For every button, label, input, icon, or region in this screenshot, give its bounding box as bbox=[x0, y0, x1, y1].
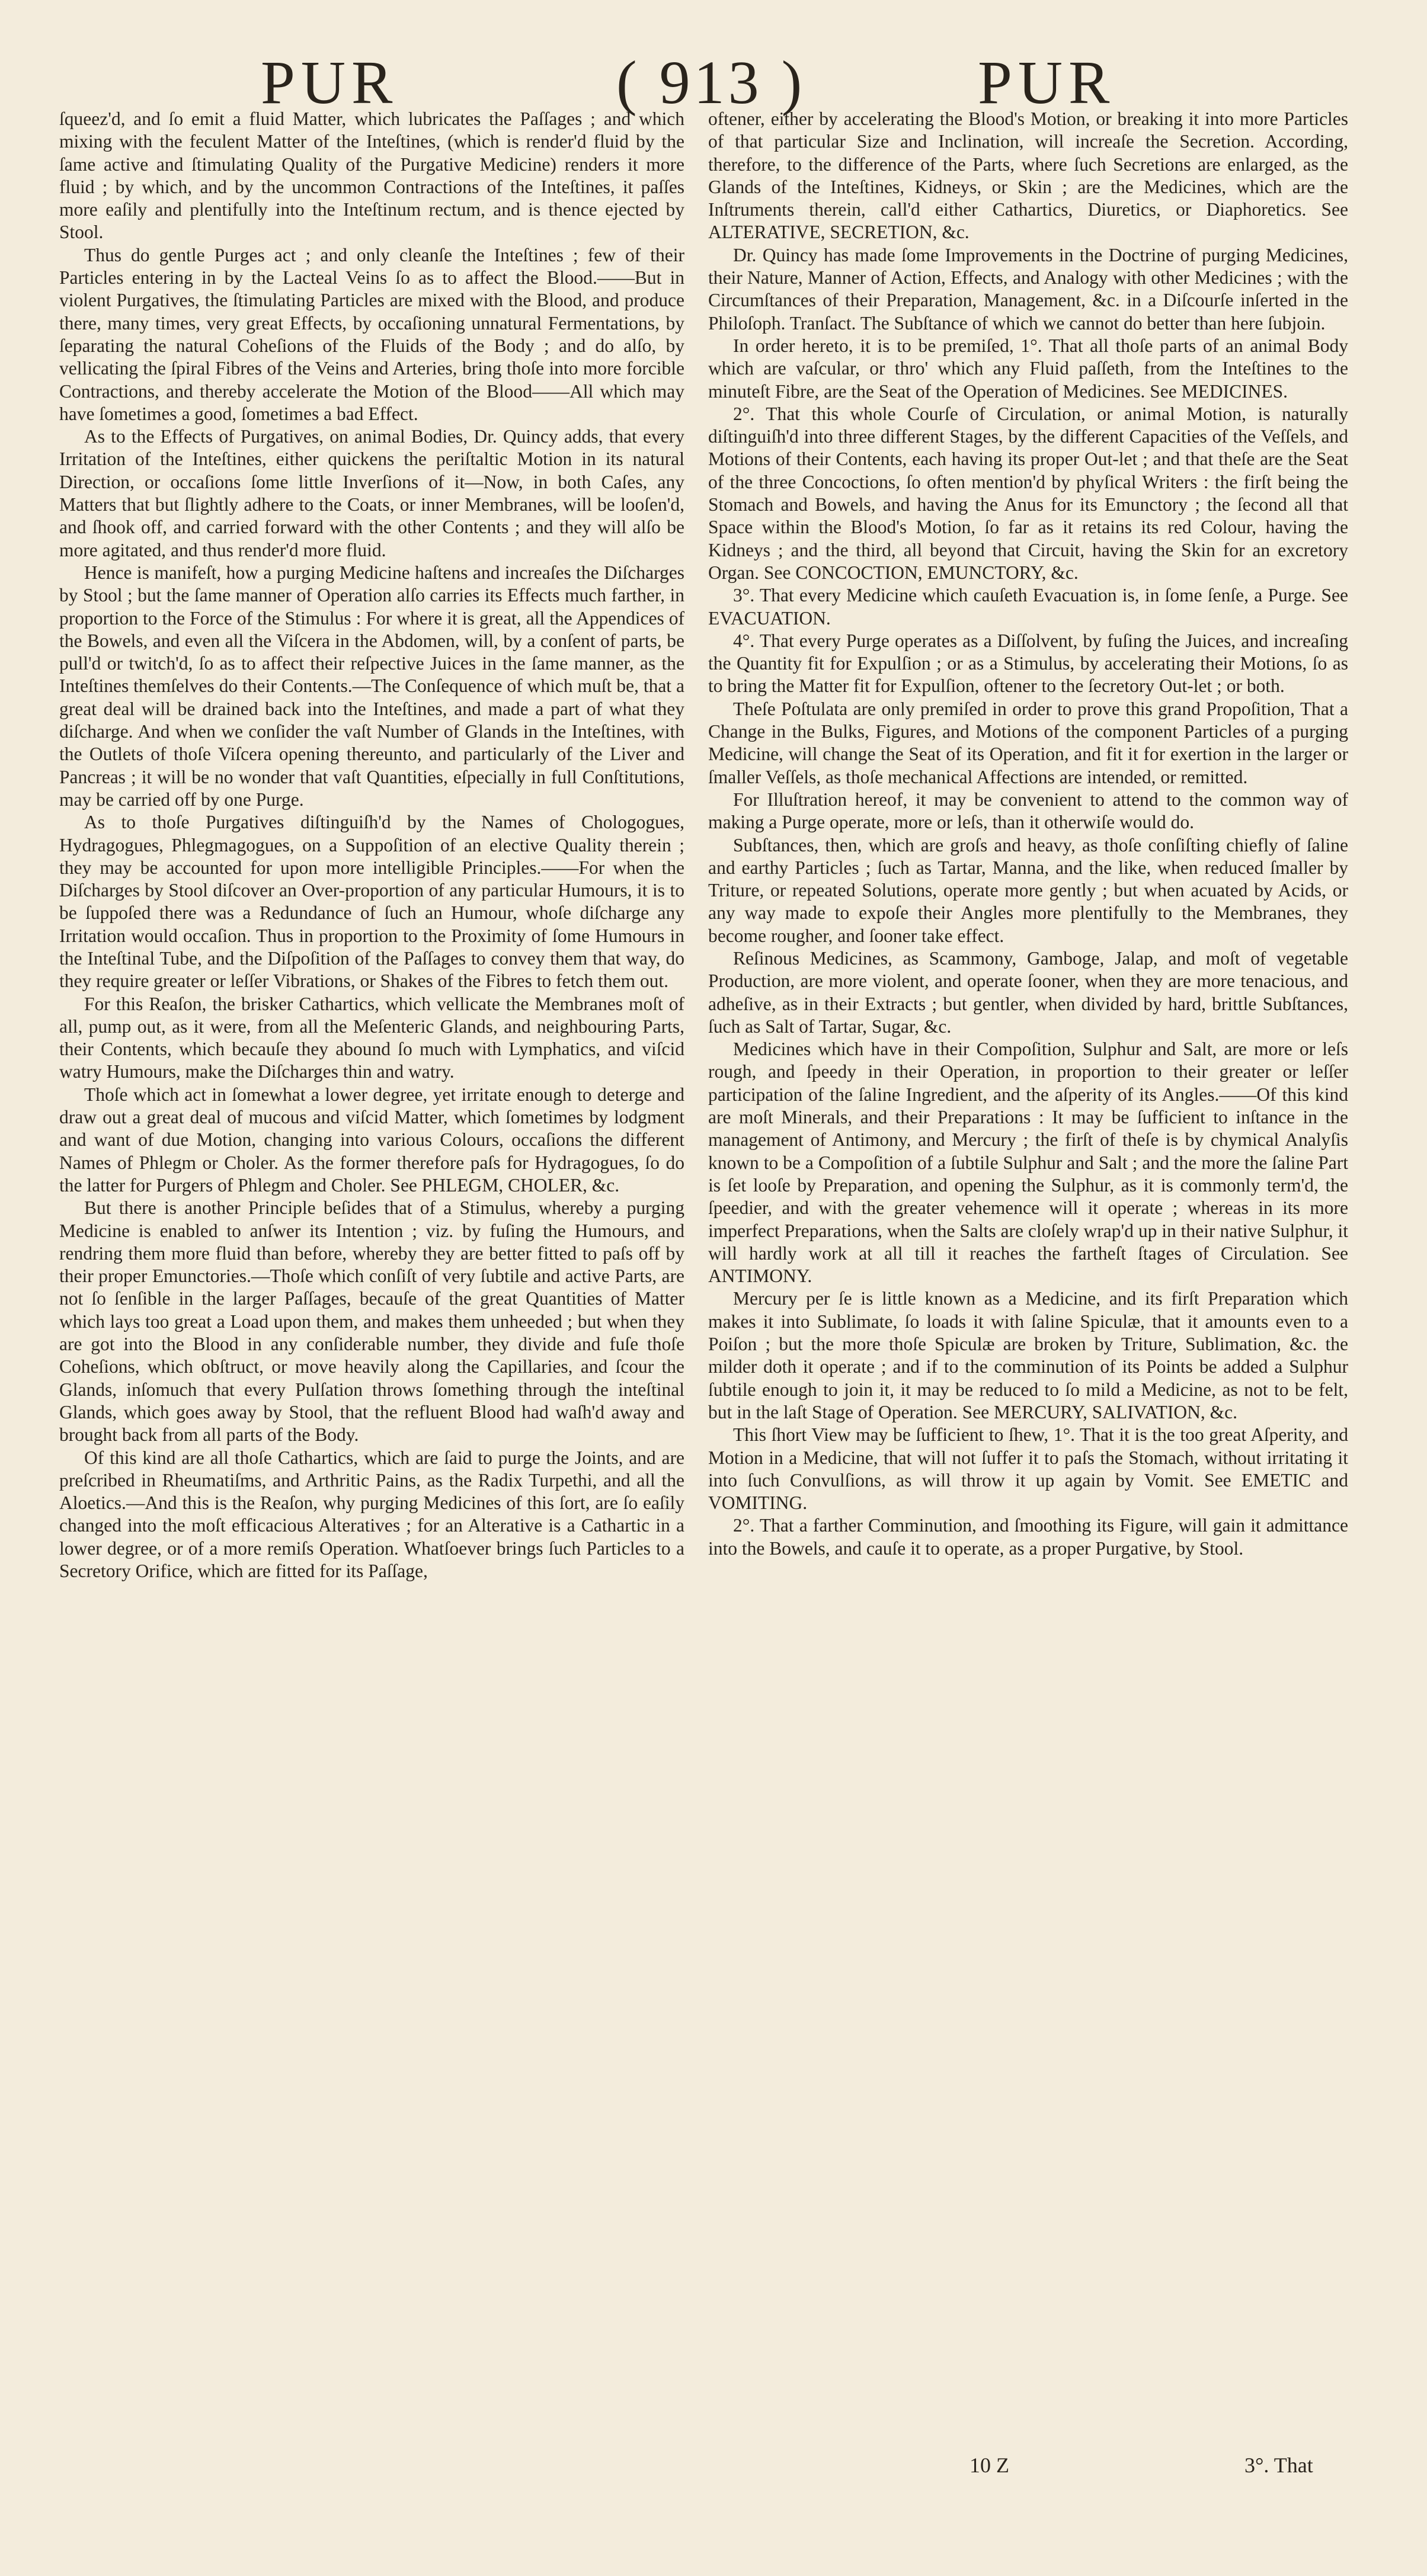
paragraph: This ſhort View may be ſufficient to ſhew, 1°. That it is the too great Aſperity, and Motion in a Medicine, that will not ſuffer it to paſs the Stomach, without irritating it into ſuch Convulſions, as will throw it up again by Vomit. See EMETIC and VOMITING. bbox=[708, 1424, 1348, 1514]
running-head-right: PUR bbox=[978, 49, 1116, 117]
paragraph: Reſinous Medicines, as Scammony, Gamboge, Jalap, and moſt of vegetable Production, are more violent, and operate ſooner, when they are more tenacious, and adheſive, as in their Extracts ; but gentler, when divided by hard, brittle Subſtances, ſuch as Salt of Tartar, Sugar, &c. bbox=[708, 947, 1348, 1037]
paragraph: Medicines which have in their Compoſition, Sulphur and Salt, are more or leſs rough, and ſpeedy in their Operation, in proportion to their greater or leſſer participation of the ſaline Ingredient, and the aſperity of its Angles.——Of this kind are moſt Minerals, and their Preparations : It may be ſufficient to inſtance in the management of Antimony, and Mercury ; the firſt of theſe is by chymical Analyſis known to be a Compoſition of a ſubtile Sulphur and Salt ; and the more the ſaline Part is ſet looſe by Preparation, and opening the Sulphur, as it is commonly term'd, the ſpeedier, and with the greater vehemence will it operate ; whereas in its more imperfect Preparations, when the Salts are cloſely wrap'd up in their native Sulphur, it will hardly work at all till it reaches the fartheſt ſtages of Circulation. See ANTIMONY. bbox=[708, 1039, 1348, 1287]
right-column bbox=[708, 108, 1348, 1560]
page-footer bbox=[0, 2453, 1427, 2488]
paragraph: Mercury per ſe is little known as a Medicine, and its firſt Preparation which makes it into Sublimate, ſo loads it with ſaline Spiculæ, that it amounts even to a Poiſon ; but the more thoſe Spiculæ are broken by Triture, Sublimation, &c. the milder doth it operate ; and if to the comminution of its Points be added a Sulphur ſubtile enough to join it, it may be reduced to ſo mild a Medicine, as not to be felt, but in the laſt Stage of Operation. See MERCURY, SALIVATION, &c. bbox=[708, 1288, 1348, 1422]
paragraph: Of this kind are all thoſe Cathartics, which are ſaid to purge the Joints, and are preſcribed in Rheumatiſms, and Arthritic Pains, as the Radix Turpethi, and all the Aloetics.—And this is the Reaſon, why purging Medicines of this ſort, are ſo eaſily changed into the moſt efficacious Alteratives ; for an Alterative is a Cathartic in a lower degree, or of a more remiſs Operation. Whatſoever brings ſuch Particles to a Secretory Orifice, which are fitted for its Paſſage, bbox=[59, 1447, 684, 1581]
paragraph: oftener, either by accelerating the Blood's Motion, or breaking it into more Particles of that particular Size and Inclination, will increaſe the Secretion. According, therefore, to the difference of the Parts, where ſuch Secretions are enlarged, as the Glands of the Inteſtines, Kidneys, or Skin ; are the Medicines, which are the Inſtruments therein, call'd either Cathartics, Diuretics, or Diaphoretics. See ALTERATIVE, SECRETION, &c. bbox=[708, 108, 1348, 243]
paragraph: 4°. That every Purge operates as a Diſſolvent, by fuſing the Juices, and increaſing the Quantity fit for Expulſion ; or as a Stimulus, by accelerating their Motions, ſo as to bring the Matter fit for Expulſion, oftener to the ſecretory Out-let ; or both. bbox=[708, 630, 1348, 697]
running-head-left: PUR bbox=[261, 49, 399, 117]
page-header bbox=[0, 30, 1427, 117]
paragraph: Subſtances, then, which are groſs and heavy, as thoſe conſiſting chiefly of ſaline and earthy Particles ; ſuch as Tartar, Manna, and the like, when reduced ſmaller by Triture, or repeated Solutions, operate more gently ; but when acuated by Acids, or any way made to expoſe their Angles more plentifully to the Membranes, they become rougher, and ſooner take effect. bbox=[708, 834, 1348, 946]
paragraph: 2°. That a farther Comminution, and ſmoothing its Figure, will gain it admittance into the Bowels, and cauſe it to operate, as a proper Purgative, by Stool. bbox=[708, 1515, 1348, 1559]
paragraph: As to the Effects of Purgatives, on animal Bodies, Dr. Quincy adds, that every Irritation of the Inteſtines, either quickens the periſtaltic Motion in its natural Direction, or occaſions ſome little Inverſions of it—Now, in both Caſes, any Matters that but ſlightly adhere to the Coats, or inner Membranes, will be looſen'd, and ſhook off, and carried forward with the other Contents ; and they will alſo be more agitated, and thus render'd more fluid. bbox=[59, 426, 684, 560]
paragraph: For this Reaſon, the brisker Cathartics, which vellicate the Membranes moſt of all, pump out, as it were, from all the Meſenteric Glands, and neighbouring Parts, their Contents, which becauſe they abound ſo much with Lymphatics, and viſcid watry Humours, make the Diſcharges thin and watry. bbox=[59, 993, 684, 1082]
paragraph: In order hereto, it is to be premiſed, 1°. That all thoſe parts of an animal Body which are vaſcular, or thro' which any Fluid paſſeth, from the Inteſtines to the minuteſt Fibre, are the Seat of the Operation of Medicines. See MEDICINES. bbox=[708, 335, 1348, 402]
catchword: 3°. That bbox=[1244, 2453, 1313, 2477]
paragraph: 2°. That this whole Courſe of Circulation, or animal Motion, is naturally diſtinguiſh'd into three different Stages, by the different Capacities of the Veſſels, and Motions of their Contents, each having its proper Out-let ; and that theſe are the Seat of the three Concoctions, ſo often mention'd by phyſical Writers : the firſt being the Stomach and Bowels, and having the Anus for its Emunctory ; the ſecond all that Space within the Blood's Motion, ſo far as it retains its red Colour, having the Kidneys ; and the third, all beyond that Circuit, having the Skin for an excretory Organ. See CONCOCTION, EMUNCTORY, &c. bbox=[708, 403, 1348, 583]
paragraph: Thoſe which act in ſomewhat a lower degree, yet irritate enough to deterge and draw out a great deal of mucous and viſcid Matter, which ſometimes by lodgment and want of due Motion, changing into various Colours, occaſions the different Names of Phlegm or Choler. As the former therefore paſs for Hydragogues, ſo do the latter for Purgers of Phlegm and Choler. See PHLEGM, CHOLER, &c. bbox=[59, 1084, 684, 1196]
page-number: ( 913 ) bbox=[616, 49, 806, 117]
paragraph: Hence is manifeſt, how a purging Medicine haſtens and increaſes the Diſcharges by Stool ; but the ſame manner of Operation alſo carries its Effects much farther, in proportion to the Force of the Stimulus : For where it is great, all the Appendices of the Bowels, and even all the Viſcera in the Abdomen, will, by a conſent of parts, be pull'd or twitch'd, ſo as to affect their reſpective Juices in the ſame manner, as the Inteſtines themſelves do their Contents.—The Conſequence of which muſt be, that a great deal will be drained back into the Inteſtines, and made a part of what they diſcharge. And when we conſider the vaſt Number of Glands in the Inteſtines, with the Outlets of thoſe Viſcera opening thereunto, and particularly of the Liver and Pancreas ; it will be no wonder that vaſt Quantities, eſpecially in full Conſtitutions, may be carried off by one Purge. bbox=[59, 562, 684, 810]
signature-mark: 10 Z bbox=[970, 2453, 1009, 2477]
paragraph: ſqueez'd, and ſo emit a fluid Matter, which lubricates the Paſſages ; and which mixing with the feculent Matter of the Inteſtines, (which is render'd fluid by the ſame active and ſtimulating Quality of the Purgative Medicine) renders it more fluid ; by which, and by the uncommon Contractions of the Inteſtines, it paſſes more eaſily and plentifully into the Inteſtinum rectum, and is thence ejected by Stool. bbox=[59, 108, 684, 243]
paragraph: As to thoſe Purgatives diſtinguiſh'd by the Names of Chologogues, Hydragogues, Phlegmagogues, on a Suppoſition of an elective Quality therein ; they may be accounted for upon more intelligible Principles.——For when the Diſcharges by Stool diſcover an Over-proportion of any particular Humours, it is to be ſuppoſed there was a Redundance of ſuch an Humour, whoſe diſcharge any Irritation would occaſion. Thus in proportion to the Proximity of ſome Humours in the Inteſtinal Tube, and the Diſpoſition of the Paſſages to convey them that way, do they require greater or leſſer Vibrations, or Shakes of the Fibres to fetch them out. bbox=[59, 812, 684, 992]
paragraph: Thus do gentle Purges act ; and only cleanſe the Inteſtines ; few of their Particles entering in by the Lacteal Veins ſo as to affect the Blood.——But in violent Purgatives, the ſtimulating Particles are mixed with the Blood, and produce there, many times, very great Effects, by occaſioning unnatural Fermentations, by ſeparating the natural Coheſions of the Fluids of the Body ; and do alſo, by vellicating the ſpiral Fibres of the Veins and Arteries, bring thoſe into more forcible Contractions, and thereby accelerate the Motion of the Blood——All which may have ſometimes a good, ſometimes a bad Effect. bbox=[59, 244, 684, 424]
left-column bbox=[59, 108, 684, 1582]
paragraph: For Illuſtration hereof, it may be convenient to attend to the common way of making a Purge operate, more or leſs, than it otherwiſe would do. bbox=[708, 789, 1348, 833]
paragraph: 3°. That every Medicine which cauſeth Evacuation is, in ſome ſenſe, a Purge. See EVACUATION. bbox=[708, 585, 1348, 629]
paragraph: Dr. Quincy has made ſome Improvements in the Doctrine of purging Medicines, their Nature, Manner of Action, Effects, and Analogy with other Medicines ; with the Circumſtances of their Preparation, Management, &c. in a Diſcourſe inſerted in the Philoſoph. Tranſact. The Subſtance of which we cannot do better than here ſubjoin. bbox=[708, 244, 1348, 334]
paragraph: Theſe Poſtulata are only premiſed in order to prove this grand Propoſition, That a Change in the Bulks, Figures, and Motions of the component Particles of a purging Medicine, will change the Seat of its Operation, and fit it for exertion in the larger or ſmaller Veſſels, as thoſe mechanical Affections are intended, or remitted. bbox=[708, 698, 1348, 787]
paragraph: But there is another Principle beſides that of a Stimulus, whereby a purging Medicine is enabled to anſwer its Intention ; viz. by fuſing the Humours, and rendring them more fluid than before, whereby they are better fitted to paſs off by their proper Emunctories.—Thoſe which conſiſt of very ſubtile and active Parts, are not ſo ſenſible in the larger Paſſages, becauſe of the great Quantities of Matter which lays too great a Load upon them, and makes them unheeded ; but when they are got into the Blood in any conſiderable number, they divide and fuſe thoſe Coheſions, which obſtruct, or move heavily along the Capillaries, and ſcour the Glands, inſomuch that every Pulſation throws ſomething through the inteſtinal Glands, which goes away by Stool, that the refluent Blood had waſh'd away and brought back from all parts of the Body. bbox=[59, 1197, 684, 1446]
